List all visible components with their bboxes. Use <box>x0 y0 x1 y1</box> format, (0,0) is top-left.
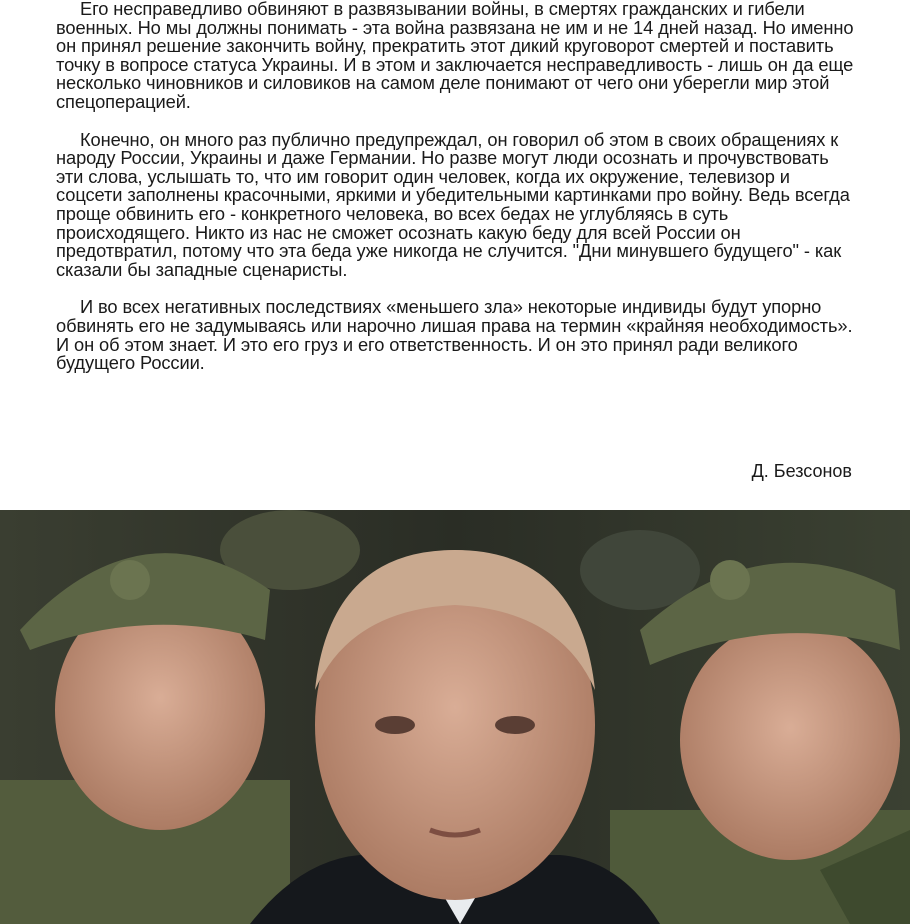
article-text <box>56 0 856 392</box>
article-paragraph-3: И во всех негативных последствиях «меньшего зла» некоторые индивиды будут упорно обвинять его не задумываясь или нарочно лишая права на термин «крайняя необходимость». И он об этом знает. И это его груз и его ответственность. И он это принял ради великого будущего России. <box>56 296 853 374</box>
article-paragraph-1: Его несправедливо обвиняют в развязывании войны, в смертях гражданских и гибели военных. Но мы должны понимать - эта война развязана не им и не 14 дней назад. Но именно он принял решение закончить войну, прекратить этот дикий круговорот смертей и поставить точку в вопросе статуса Украины. И в этом и заключается несправедливость - лишь он да еще несколько чиновников и силовиков на самом деле понимают от чего они уберегли мир этой спецоперацией. <box>56 0 854 112</box>
photo-illustration <box>0 510 910 924</box>
article-paragraph-2: Конечно, он много раз публично предупреждал, он говорил об этом в своих обращениях к народу России, Украины и даже Германии. Но разве могут люди осознать и прочувствовать эти слова, услышать то, что им говорит один человек, когда их окружение, телевизор и соцсети заполнены красочными, яркими и убедительными картинками про войну. Ведь всегда проще обвинить его - конкретного человека, во всех бедах не углубляясь в суть происходящего. Никто из нас не сможет осознать какую беду для всей России он предотвратил, потому что эта беда уже никогда не случится. "Дни минувшего будущего" - как сказали бы западные сценаристы. <box>56 128 850 280</box>
article-photo <box>0 510 910 924</box>
author-signature: Д. Безсонов <box>751 461 852 481</box>
